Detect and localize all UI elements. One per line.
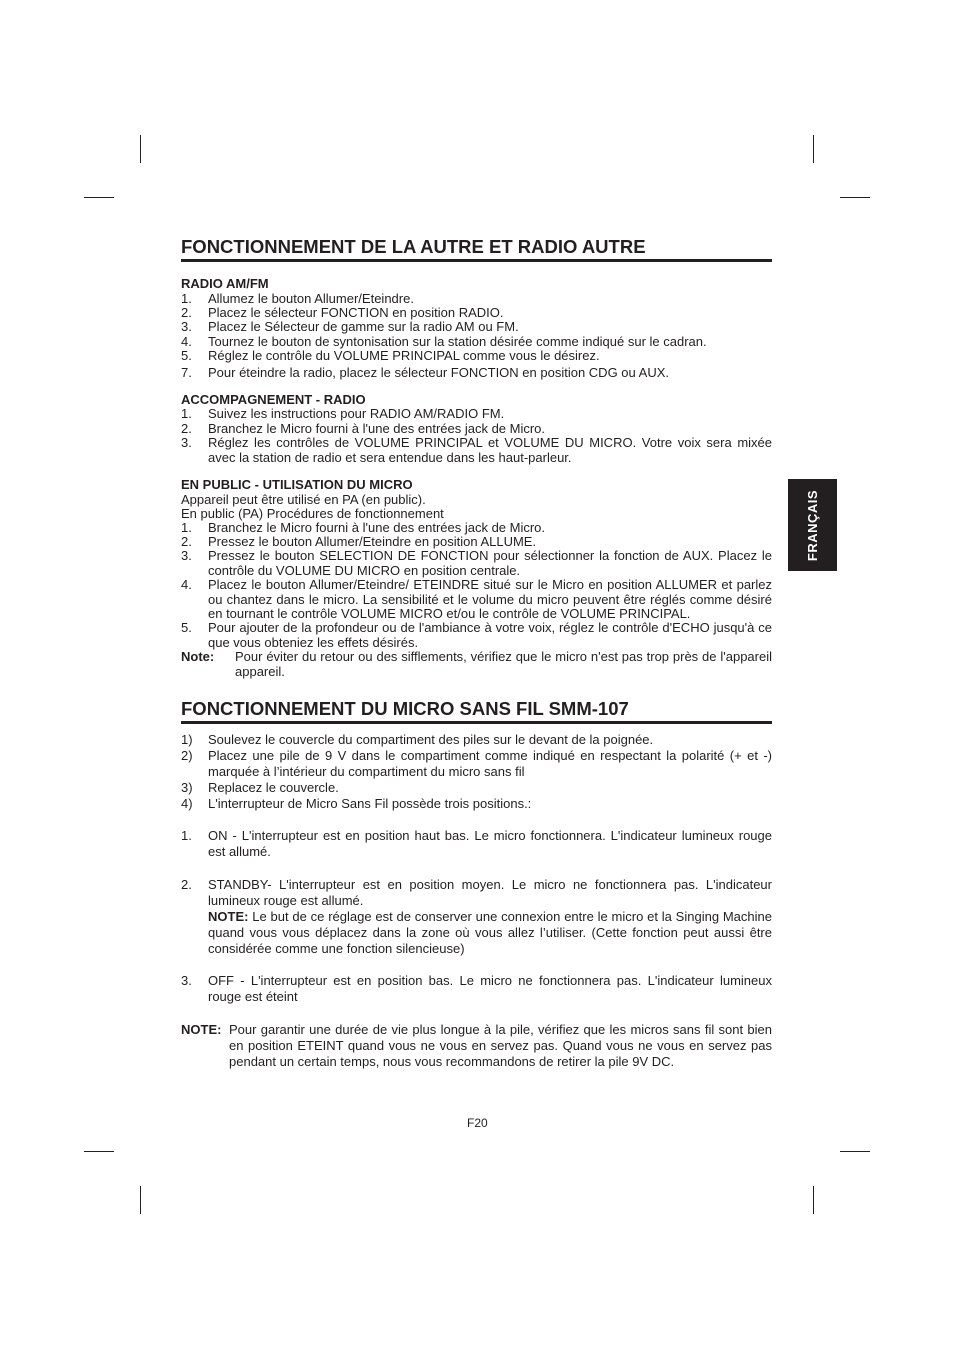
public-intro: En public (PA) Procédures de fonctionnement — [181, 505, 444, 521]
subheading-en-public: EN PUBLIC - UTILISATION DU MICRO — [181, 477, 413, 493]
public-steps — [181, 521, 772, 651]
list-item: 3. Placez le Sélecteur de gamme sur la radio AM ou FM. — [181, 319, 519, 335]
crop-mark — [140, 135, 141, 163]
note-label: Note: — [181, 649, 215, 665]
list-item: 1. Allumez le bouton Allumer/Eteindre. — [181, 290, 414, 306]
switch-positions — [181, 828, 772, 1005]
section-title-radio: FONCTIONNEMENT DE LA AUTRE ET RADIO AUTRE — [181, 236, 772, 262]
public-intro: Appareil peut être utilisé en PA (en public). — [181, 491, 426, 507]
accompagnement-steps — [181, 407, 772, 465]
section-title-wireless: FONCTIONNEMENT DU MICRO SANS FIL SMM-107 — [181, 698, 772, 724]
section-wireless-mic — [181, 698, 772, 1070]
crop-mark — [84, 197, 114, 198]
list-item: 4) L'interrupteur de Micro Sans Fil possède trois positions.: — [181, 796, 532, 812]
battery-note — [181, 1022, 772, 1070]
list-item: 4. Tournez le bouton de syntonisation sur la station désirée comme indiqué sur le cadran. — [181, 333, 707, 349]
subheading-radio-am-fm: RADIO AM/FM — [181, 276, 269, 291]
list-item: 1. ON - L'interrupteur est en position haut bas. Le micro fonctionnera. L'indicateur lumineux rouge est allumé. — [181, 828, 772, 860]
note-label: NOTE: — [208, 909, 249, 925]
public-note — [181, 650, 772, 679]
language-tab-label: FRANÇAIS — [805, 489, 821, 561]
list-item: 1. Branchez le Micro fourni à l'une des entrées jack de Micro. — [181, 519, 546, 535]
crop-mark — [84, 1151, 114, 1152]
list-item: 7. Pour éteindre la radio, placez le sélecteur FONCTION en position CDG ou AUX. — [181, 364, 669, 380]
note-text: Pour éviter du retour ou des sifflements, vérifiez que le micro n'est pas trop près de l'appareil appareil. — [235, 649, 772, 679]
subheading-accompagnement: ACCOMPAGNEMENT - RADIO — [181, 391, 366, 407]
wireless-steps — [181, 732, 772, 812]
list-item: 5. Pour ajouter de la profondeur ou de l'ambiance à votre voix, réglez le contrôle d'ECHO jusqu'à ce que vous obteniez les effets désirés. — [181, 620, 772, 650]
list-item: 3) Replacez le couvercle. — [181, 780, 339, 796]
note-text: Le but de ce réglage est de conserver une connexion entre le micro et la Singing Machine quand vous vous déplacez dans la zone où vous allez l’utiliser. (Cette fonction peut aussi être considérée comme une fonction silencieuse) — [208, 909, 772, 957]
list-item: 2. Pressez le bouton Allumer/Eteindre en position ALLUME. — [181, 533, 537, 549]
list-item: 2. STANDBY- L'interrupteur est en position moyen. Le micro ne fonctionnera pas. L'indicateur lumineux rouge est allumé. NOTE: Le but de ce réglage est de conserver une connexion entre le micro et la Singing Machine quand vous vous déplacez dans la zone où vous allez l’utiliser. (Cette fonction peut aussi être considérée comme une fonction silencieuse) — [181, 877, 772, 957]
crop-mark — [813, 135, 814, 163]
page-content — [181, 236, 772, 1070]
crop-mark — [140, 1186, 141, 1214]
note-text: Pour garantir une durée de vie plus longue à la pile, vérifiez que les micros sans fil sont bien en position ETEINT quand vous ne vous en servez pas. Quand vous ne vous en servez pas pendant un certain temps, nous vous recommandons de retirer la pile 9V DC. — [229, 1022, 772, 1070]
list-item: 4. Placez le bouton Allumer/Eteindre/ ETEINDRE situé sur le Micro en position ALLUMER et parlez ou chantez dans le micro. La sensibilité et le volume du micro peuvent être réglés comme désiré en tournant le contrôle VOLUME MICRO et/ou le contrôle de VOLUME PRINCIPAL. — [181, 577, 772, 621]
list-item: 1) Soulevez le couvercle du compartiment des piles sur le devant de la poignée. — [181, 732, 654, 748]
list-item: 3. Réglez les contrôles de VOLUME PRINCIPAL et VOLUME DU MICRO. Votre voix sera mixée avec la station de radio et sera entendue dans les haut-parleur. — [181, 435, 772, 465]
crop-mark — [813, 1186, 814, 1214]
crop-mark — [840, 1151, 870, 1152]
list-item: 2. Branchez le Micro fourni à l'une des entrées jack de Micro. — [181, 420, 546, 436]
crop-mark — [840, 197, 870, 198]
list-item: 3. Pressez le bouton SELECTION DE FONCTION pour sélectionner la fonction de AUX. Placez le contrôle du VOLUME DU MICRO en position centrale. — [181, 548, 772, 578]
language-tab — [788, 479, 837, 571]
list-item: 3. OFF - L'interrupteur est en position bas. Le micro ne fonctionnera pas. L'indicateur lumineux rouge est éteint — [181, 973, 772, 1005]
radio-steps — [181, 292, 772, 380]
list-item: 1. Suivez les instructions pour RADIO AM/RADIO FM. — [181, 406, 505, 422]
list-item: 5. Réglez le contrôle du VOLUME PRINCIPAL comme vous le désirez. — [181, 348, 600, 364]
note-label: NOTE: — [181, 1022, 222, 1038]
list-item: 2. Placez le sélecteur FONCTION en position RADIO. — [181, 304, 504, 320]
page-number: F20 — [467, 1116, 488, 1130]
list-item: 2) Placez une pile de 9 V dans le compartiment comme indiqué en respectant la polarité (+ et -) marquée à l’intérieur du compartiment du micro sans fil — [181, 748, 772, 780]
